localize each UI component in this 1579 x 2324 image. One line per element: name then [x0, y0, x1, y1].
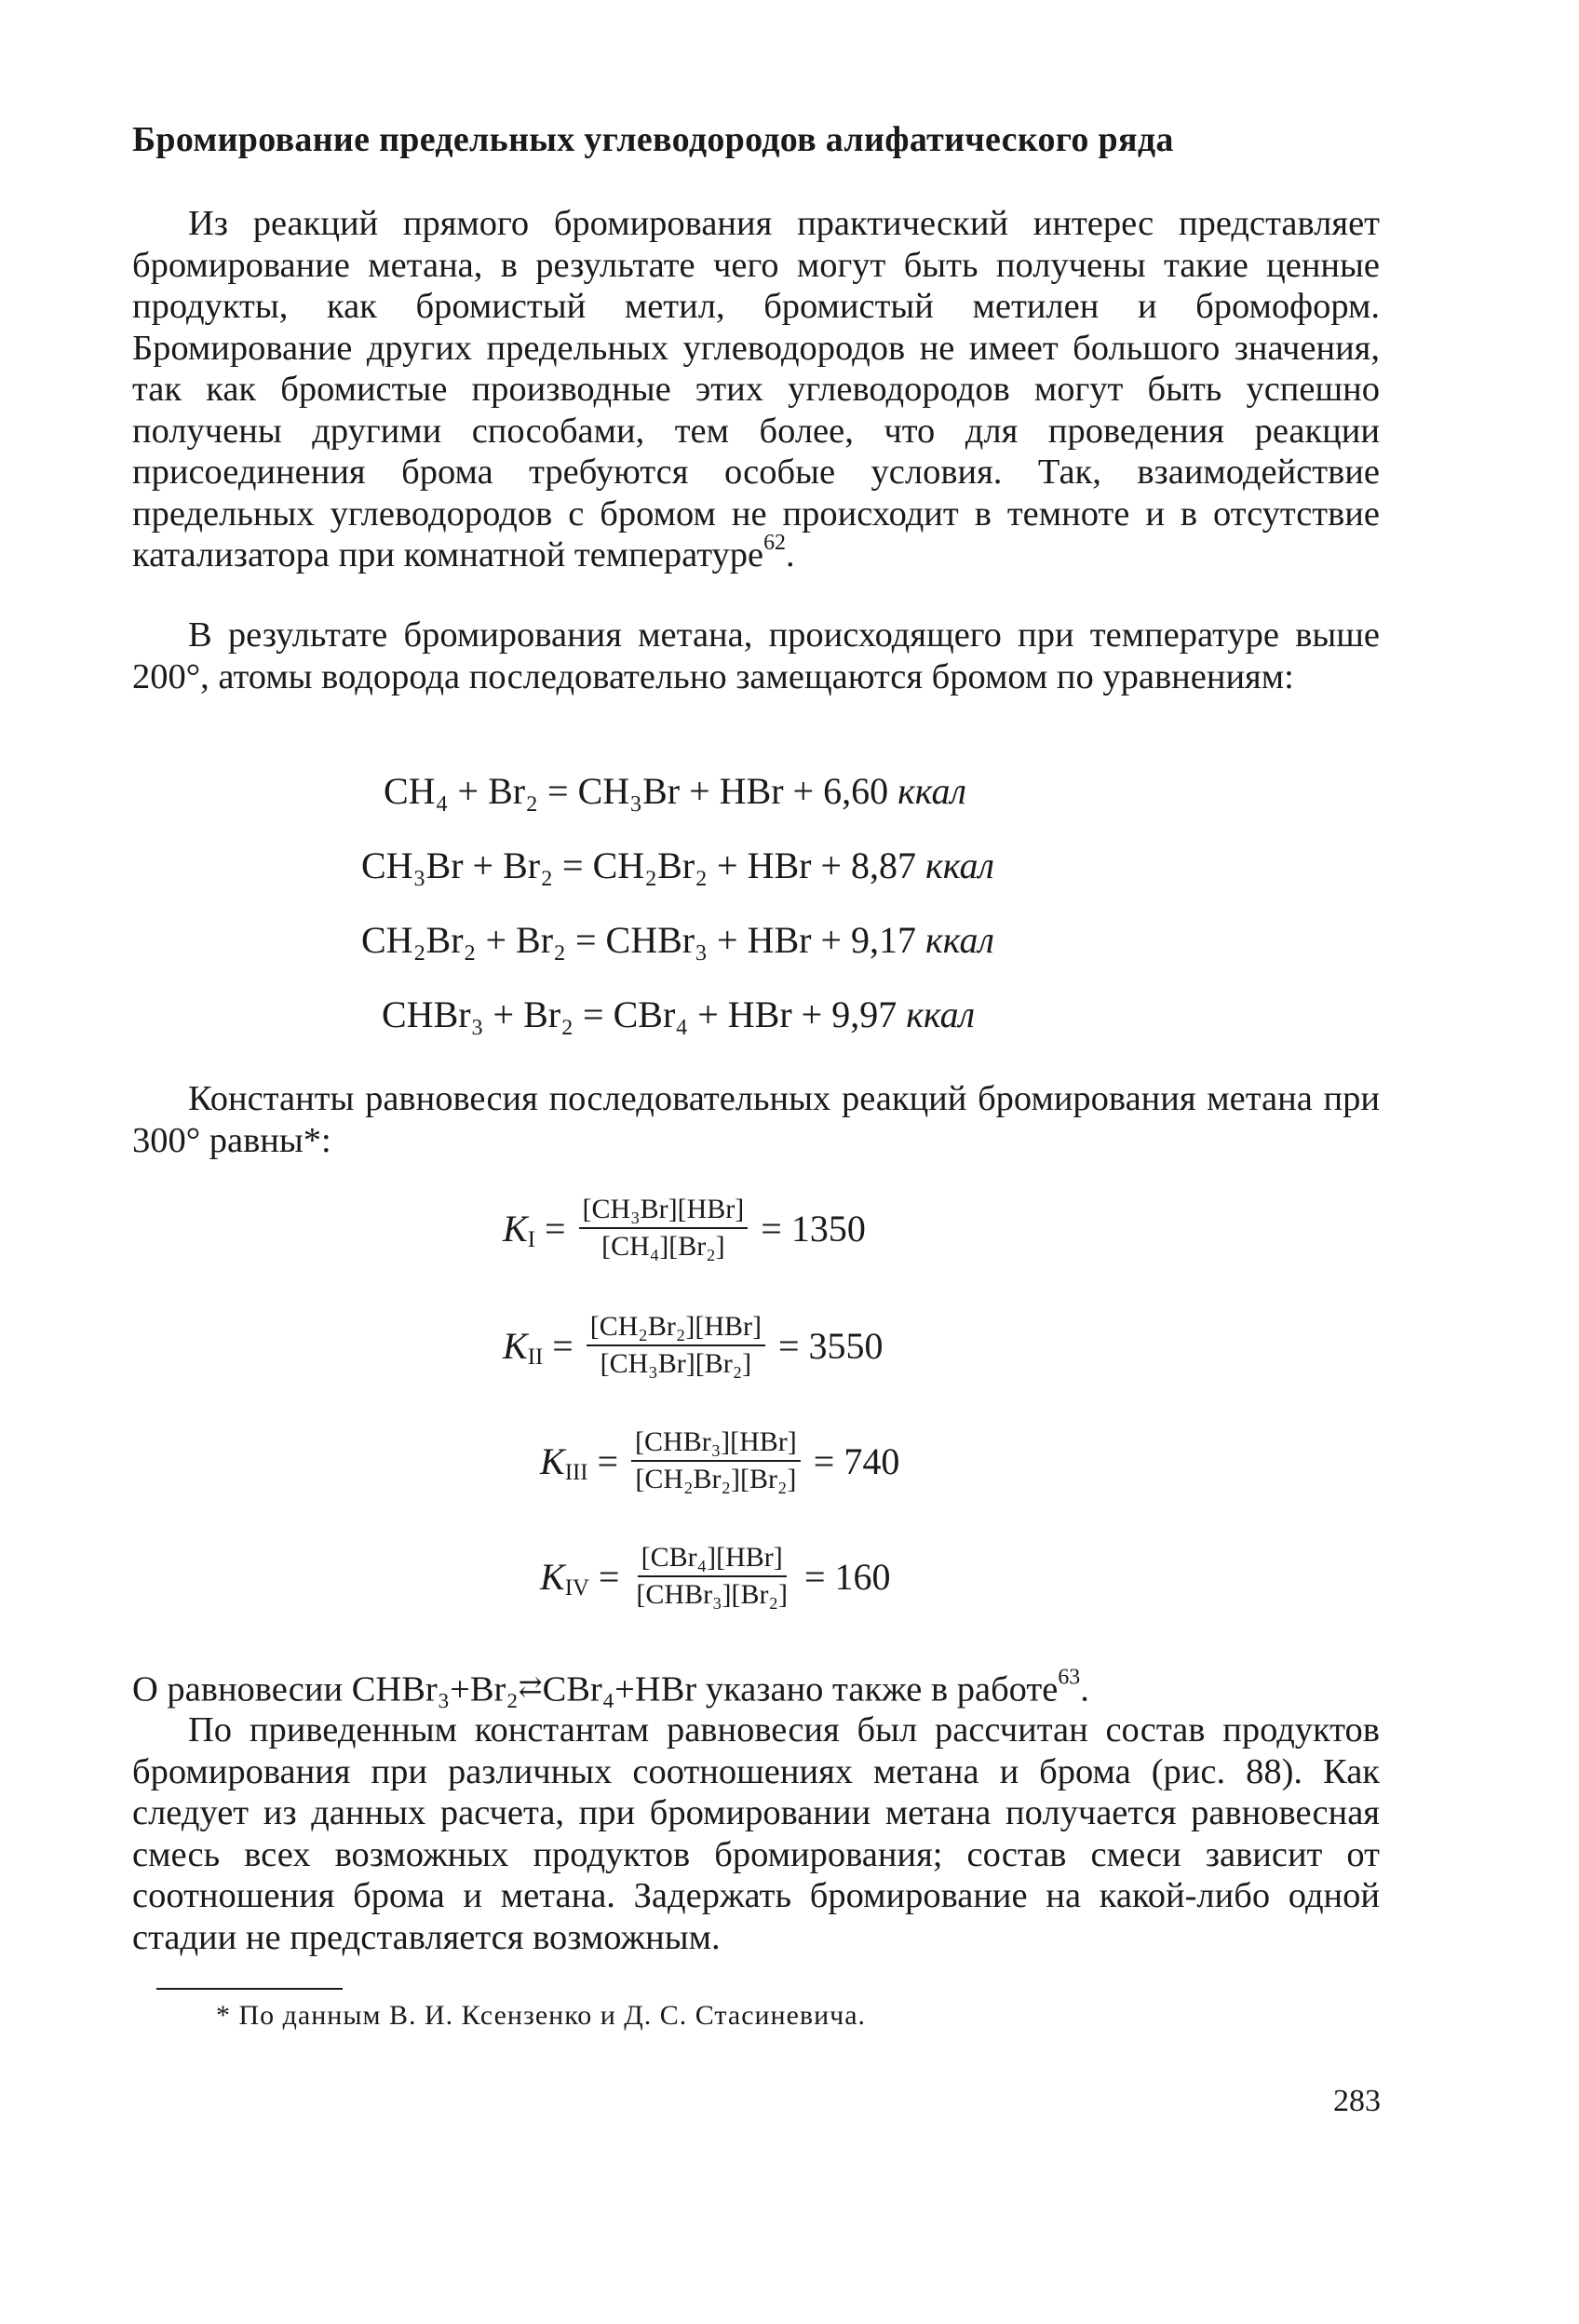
reaction-4-unit: ккал [906, 993, 976, 1035]
section-heading: Бромирование предельных углеводородов алифатического ряда [132, 120, 1174, 159]
reaction-2-lhs: CH₃Br + Br₂ [361, 844, 554, 886]
k3-denominator: [CH₂Br₂][Br₂] [635, 1464, 797, 1494]
reaction-2: CH₃Br + Br₂ = CH₂Br₂ + HBr + 8,87 ккал [361, 844, 994, 886]
k1-index: I [527, 1226, 535, 1252]
paragraph-3: Константы равновесия последовательных реакций бромирования метана при 300° равны*: [132, 1079, 1380, 1160]
paragraph-2: В результате бромирования метана, происходящего при температуре выше 200°, атомы водорода последовательно замещаются бромом по уравнениям: [132, 615, 1380, 696]
k4-numerator: [CBr₄][HBr] [638, 1542, 787, 1577]
equilibrium-arrow: ⇄ [518, 1671, 543, 1703]
reference-62: 62 [763, 531, 786, 556]
reaction-2-unit: ккал [925, 844, 994, 886]
reaction-2-rhs: CH₂Br₂ + HBr + 8,87 [592, 844, 917, 886]
reaction-1-rhs: CH₃Br + HBr + 6,60 [577, 770, 889, 812]
reaction-3-lhs: CH₂Br₂ + Br₂ [361, 919, 566, 961]
reaction-1-unit: ккал [897, 770, 966, 812]
k2-symbol: K [503, 1324, 528, 1367]
k1-numerator: [CH₃Br][HBr] [579, 1194, 749, 1229]
paragraph-5: По приведенным константам равновесия был рассчитан состав продуктов бромирования при различных соотношениях метана и брома (рис. 88). Как следует из данных расчета, при бромировании метана получается равновесная смесь всех возможных продуктов бромирования; состав смеси зависит от соотношения брома и метана. Задержать бромирование на какой-либо одной стадии не представляется возможным. [132, 1710, 1380, 1957]
k4-denominator: [CHBr₃][Br₂] [636, 1579, 788, 1610]
k2-value: 3550 [808, 1324, 884, 1367]
k2-numerator: [CH₂Br₂][HBr] [587, 1311, 765, 1346]
reaction-1-lhs: CH₄ + Br₂ [384, 770, 539, 812]
k2-denominator: [CH₃Br][Br₂] [600, 1348, 752, 1379]
reaction-1: CH₄ + Br₂ = CH₃Br + HBr + 6,60 ккал [384, 770, 966, 812]
k1-symbol: K [503, 1207, 528, 1250]
reaction-3: CH₂Br₂ + Br₂ = CHBr₃ + HBr + 9,17 ккал [361, 919, 994, 961]
constant-k1: $K_I$ = $\frac{\text{[CH₃Br][HBr]}}{\text{[CH₄][Br₂]}}$ = 1350 [503, 1194, 866, 1262]
constant-k2: $K_{II}$ = $\frac{\text{[CH₂Br₂][HBr]}}{\text{[CH₃Br][Br₂]}}$ = 3550 [503, 1311, 884, 1379]
k4-symbol: K [540, 1555, 565, 1598]
constant-k3: $K_{III}$ = $\frac{\text{[CHBr₃][HBr]}}{\text{[CH₂Br₂][Br₂]}}$ = 740 [540, 1426, 900, 1494]
k1-denominator: [CH₄][Br₂] [601, 1231, 725, 1262]
k3-index: III [564, 1459, 588, 1485]
k4-index: IV [564, 1574, 589, 1601]
k4-value: 160 [834, 1555, 891, 1598]
paragraph-1: Из реакций прямого бромирования практический интерес представляет бромирование метана, в результате чего могут быть получены такие ценные продукты, как бромистый метил, бромистый метилен и бромоформ. Бромирование других предельных углеводородов не имеет большого значения, так как бромистые производные этих углеводородов могут быть успешно получены другими способами, тем более, что для проведения реакции присоединения брома требуются особые условия. Так, взаимодействие предельных углеводородов с бромом не происходит в темноте и в отсутствие катализатора при комнатной температуре$^{62}$. [132, 204, 1380, 574]
paragraph-4-suffix: CBr₄+HBr указано также в работе [542, 1669, 1059, 1709]
reaction-4-rhs: CBr₄ + HBr + 9,97 [613, 993, 897, 1035]
reaction-4: CHBr₃ + Br₂ = CBr₄ + HBr + 9,97 ккал [382, 993, 976, 1035]
reaction-3-unit: ккал [925, 919, 994, 961]
paragraph-4: О равновесии CHBr₃+Br₂⇄CBr₄+HBr указано также в работе$^{63}$. [132, 1665, 1089, 1709]
k3-value: 740 [843, 1439, 900, 1482]
k3-symbol: K [540, 1439, 565, 1482]
k3-numerator: [CHBr₃][HBr] [631, 1426, 801, 1462]
constant-k4: $K_{IV}$ = $\frac{\text{[CBr₄][HBr]}}{\text{[CHBr₃][Br₂]}}$ = 160 [540, 1542, 891, 1610]
page-number: 283 [1333, 2084, 1381, 2118]
reaction-4-lhs: CHBr₃ + Br₂ [382, 993, 574, 1035]
paragraph-4-prefix: О равновесии CHBr₃+Br₂ [132, 1669, 519, 1709]
footnote-divider [156, 1988, 343, 1990]
k2-index: II [527, 1344, 544, 1370]
footnote: * По данным В. И. Ксензенко и Д. С. Стасиневича. [216, 2000, 867, 2031]
reference-63: 63 [1058, 1665, 1081, 1690]
reaction-3-rhs: CHBr₃ + HBr + 9,17 [605, 919, 917, 961]
paragraph-1-text: Из реакций прямого бромирования практический интерес представляет бромирование метана, в результате чего могут быть получены такие ценные продукты, как бромистый метил, бромистый метилен и бромоформ. Бромирование других предельных углеводородов не имеет большого значения, так как бромистые производные этих углеводородов могут быть успешно получены другими способами, тем более, что для проведения реакции присоединения брома требуются особые условия. Так, взаимодействие предельных углеводородов с бромом не происходит в темноте и в отсутствие катализатора при комнатной температуре [132, 204, 1380, 574]
k1-value: 1350 [790, 1207, 866, 1250]
